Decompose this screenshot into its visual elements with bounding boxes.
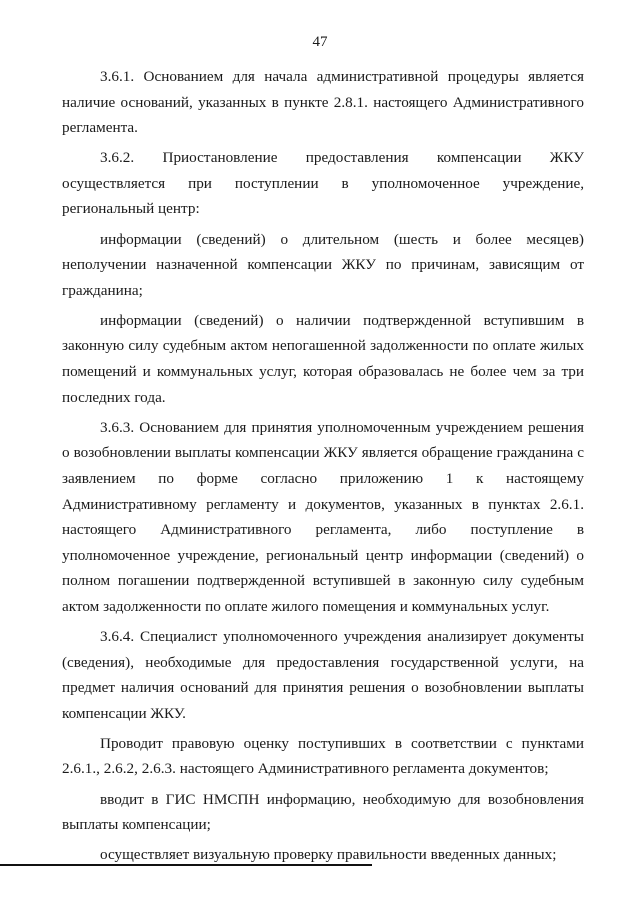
paragraph-long-nonreceipt: информации (сведений) о длительном (шесть и более месяцев) неполучении назначенной компенсации ЖКУ по причинам, зависящим от гражданина; xyxy=(62,230,584,299)
paragraph-3-6-1: 3.6.1. Основанием для начала административной процедуры является наличие оснований, указанных в пункте 2.8.1. настоящего Административного регламента. xyxy=(62,68,584,137)
paragraph-legal-assessment: Проводит правовую оценку поступивших в соответствии с пунктами 2.6.1., 2.6.2, 2.6.3. настоящего Административного регламента документов; xyxy=(62,734,584,778)
paragraph-3-6-3: 3.6.3. Основанием для принятия уполномоченным учреждением решения о возобновлении выплаты компенсации ЖКУ является обращение гражданина с заявлением по форме согласно приложению 1 к настоящему Административному регламенту и документов, указанных в пунктах 2.6.1. настоящего Административного регламента, либо поступление в уполномоченное учреждение, региональный центр информации (сведений) о полном погашении подтвержденной вступившей в законную силу судебным актом задолженности по оплате жилого помещения и коммунальных услуг. xyxy=(62,418,584,615)
footer-divider-line xyxy=(0,864,372,866)
paragraph-3-6-2: 3.6.2. Приостановление предоставления компенсации ЖКУ осуществляется при поступлении в уполномоченное учреждение, региональный центр: xyxy=(62,149,584,218)
paragraph-3-6-4: 3.6.4. Специалист уполномоченного учреждения анализирует документы (сведения), необходимые для предоставления государственной услуги, на предмет наличия оснований для принятия решения о возобновлении выплаты компенсации ЖКУ. xyxy=(62,627,584,722)
page-number: 47 xyxy=(312,34,328,50)
paragraph-gis-entry: вводит в ГИС НМСПН информацию, необходимую для возобновления выплаты компенсации; xyxy=(62,790,584,834)
paragraph-debt-info: информации (сведений) о наличии подтвержденной вступившим в законную силу судебным актом непогашенной задолженности по оплате жилых помещений и коммунальных услуг, которая образовалась не более чем за три последних года. xyxy=(62,311,584,406)
paragraph-visual-check: осуществляет визуальную проверку правильности введенных данных; xyxy=(100,846,557,864)
document-body xyxy=(62,64,584,872)
